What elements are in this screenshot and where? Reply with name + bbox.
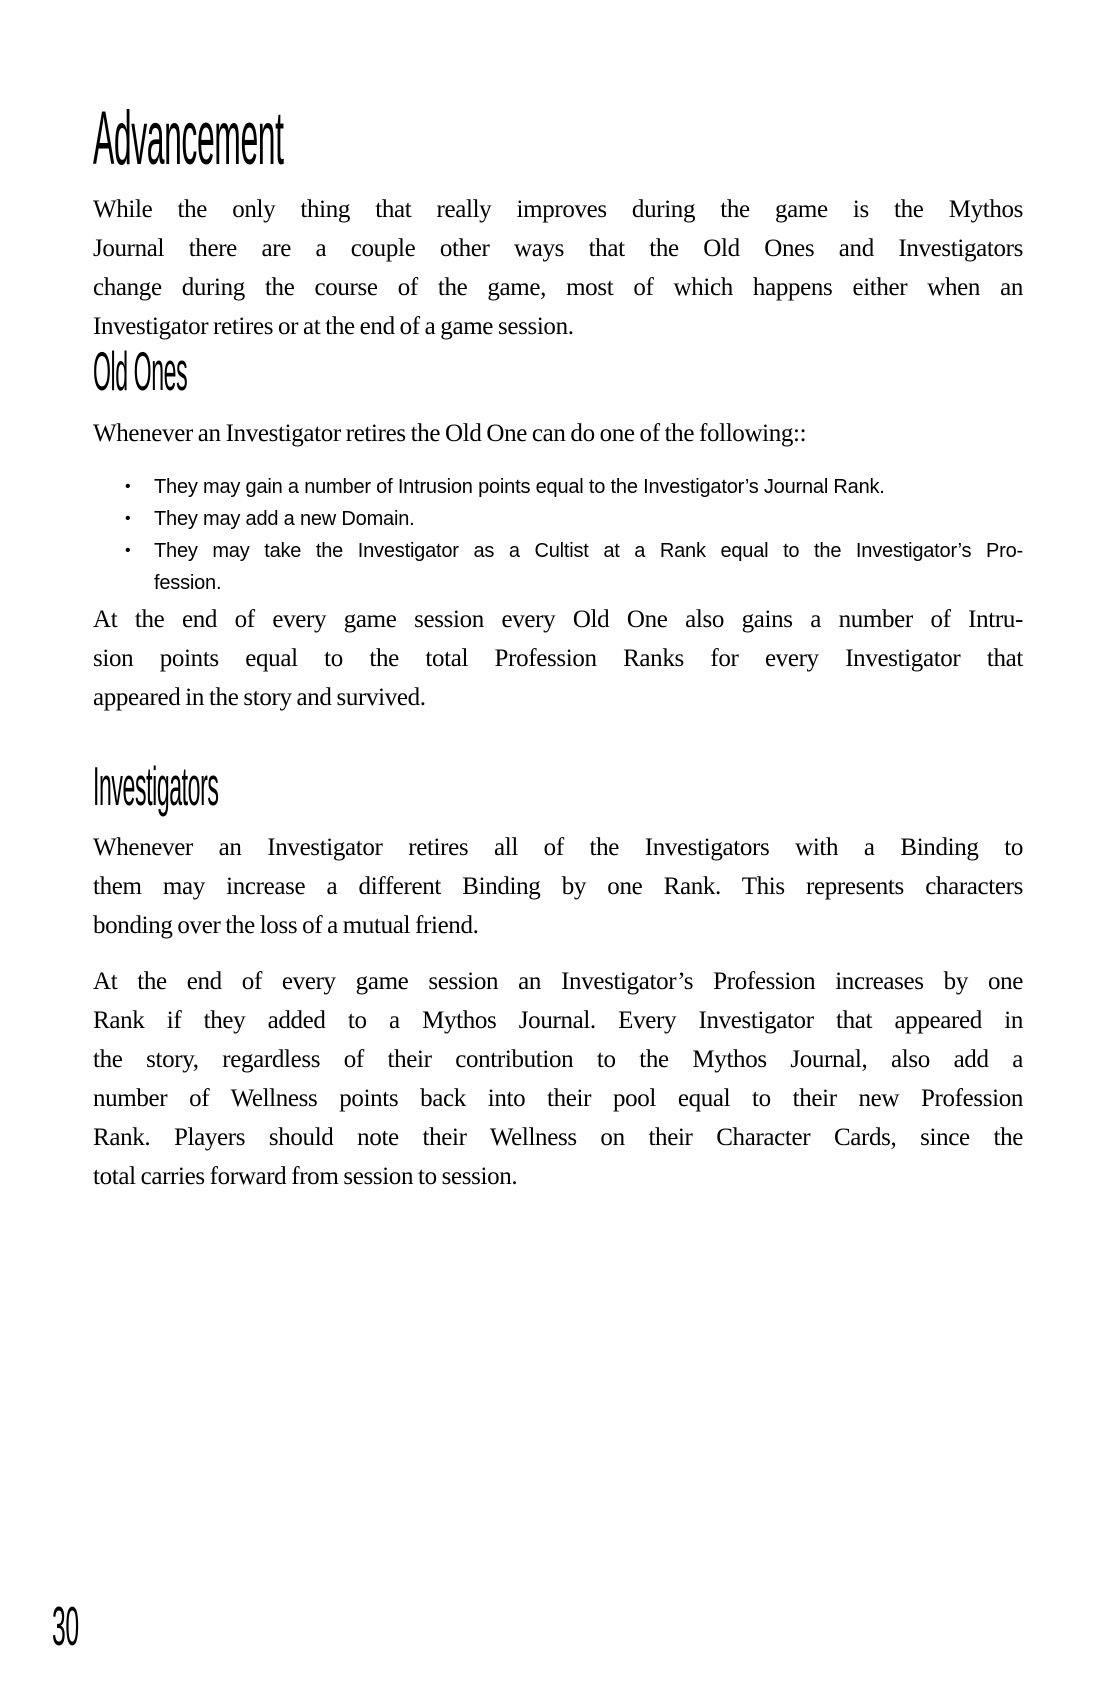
bullet-marker-icon: • [125, 510, 131, 527]
bullet-marker-icon: • [125, 478, 131, 495]
paragraph-line: Rank. Players should note their Wellness on their Character Cards, since the [93, 1124, 1023, 1151]
section-heading-investigators [93, 755, 1023, 817]
section-heading-old-ones [93, 340, 1023, 402]
heading-text: Old Ones [93, 340, 188, 402]
paragraph-line: change during the course of the game, most of which happens either when an [93, 274, 1023, 301]
paragraph-line: total carries forward from session to session. [93, 1163, 518, 1190]
paragraph [93, 600, 1023, 717]
bullet-item [93, 503, 1023, 535]
page-number [52, 1595, 111, 1657]
paragraph-line: them may increase a different Binding by one Rank. This represents characters [93, 873, 1023, 900]
bullet-line: They may take the Investigator as a Cultist at a Rank equal to the Investigator’s Pro- [154, 540, 1023, 562]
bullet-line: They may gain a number of Intrusion points equal to the Investigator’s Journal Rank. [154, 476, 885, 498]
paragraph-line: While the only thing that really improves during the game is the Mythos [93, 196, 1023, 223]
paragraph [93, 962, 1023, 1196]
paragraph-line: Whenever an Investigator retires the Old One can do one of the following:: [93, 420, 807, 447]
bullet-marker-icon: • [125, 542, 131, 559]
bullet-item [93, 471, 1023, 503]
paragraph-line: sion points equal to the total Profession Ranks for every Investigator that [93, 645, 1023, 672]
paragraph [93, 828, 1023, 945]
bullet-item [93, 535, 1023, 599]
document-title [93, 96, 1023, 181]
paragraph-line: Investigator retires or at the end of a game session. [93, 313, 574, 340]
paragraph-line: number of Wellness points back into their pool equal to their new Profession [93, 1085, 1023, 1112]
page-number-value: 30 [52, 1595, 79, 1657]
bullet-line: They may add a new Domain. [154, 508, 415, 530]
paragraph-line: At the end of every game session every Old One also gains a number of Intru- [93, 606, 1023, 633]
paragraph-line: appeared in the story and survived. [93, 684, 426, 711]
paragraph-line: Journal there are a couple other ways that the Old Ones and Investigators [93, 235, 1023, 262]
bullet-list [93, 471, 1023, 599]
heading-text: Investigators [93, 755, 219, 817]
paragraph-line: At the end of every game session an Investigator’s Profession increases by one [93, 968, 1023, 995]
bullet-line: fession. [154, 572, 222, 594]
paragraph-line: bonding over the loss of a mutual friend. [93, 912, 479, 939]
heading-text: Advancement [93, 96, 284, 181]
paragraph-line: Whenever an Investigator retires all of the Investigators with a Binding to [93, 834, 1023, 861]
paragraph [93, 190, 1023, 346]
content [93, 0, 1023, 1196]
paragraph-line: Rank if they added to a Mythos Journal. Every Investigator that appeared in [93, 1007, 1023, 1034]
paragraph-line: the story, regardless of their contribution to the Mythos Journal, also add a [93, 1046, 1023, 1073]
paragraph [93, 414, 1023, 453]
